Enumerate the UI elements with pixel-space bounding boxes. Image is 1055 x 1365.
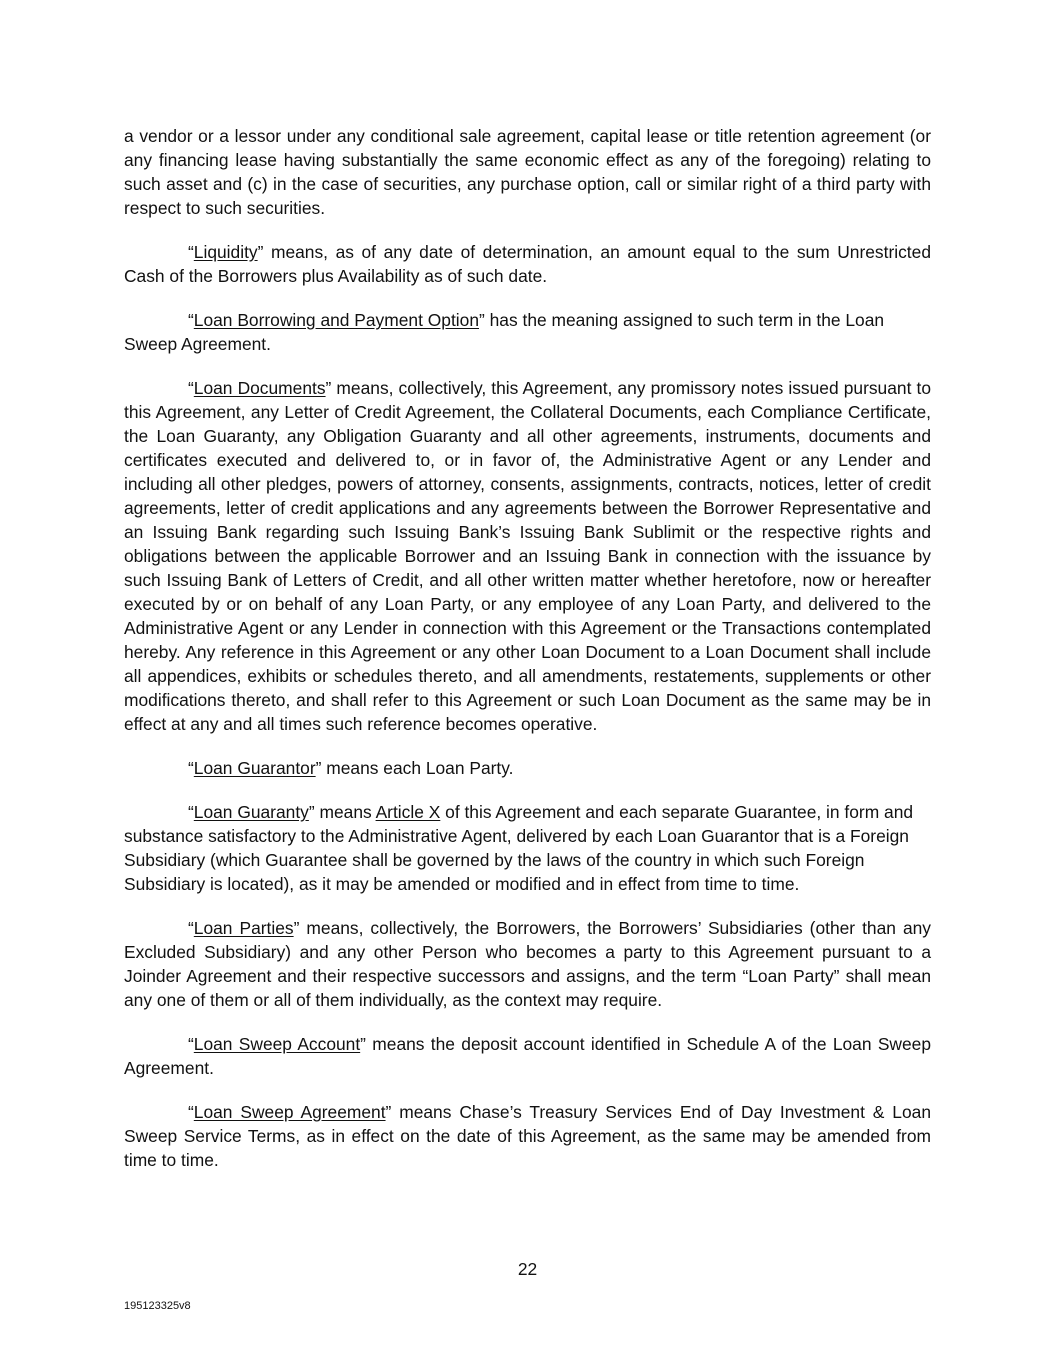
continuation-paragraph: a vendor or a lessor under any conditional sale agreement, capital lease or title retention agreement (or any financing lease having substantially the same economic effect as any of the foregoing) relating to such asset and (c) in the case of securities, any purchase option, call or similar right of a third party with respect to such securities. bbox=[124, 126, 931, 218]
definition-text: means, as of any date of determination, an amount equal to the sum Unrestricted Cash of the Borrowers plus Availability as of such date. bbox=[124, 242, 931, 286]
open-quote: “ bbox=[188, 758, 194, 778]
open-quote: “ bbox=[188, 378, 194, 398]
definition-loan-parties bbox=[124, 916, 931, 1012]
definition-text-before-reference: means bbox=[314, 802, 376, 822]
definition-text: has the meaning assigned to such term in the Loan Sweep Agreement. bbox=[124, 310, 885, 354]
defined-term: Loan Parties bbox=[193, 918, 294, 938]
open-quote: “ bbox=[188, 310, 194, 330]
close-quote: ” bbox=[257, 242, 264, 262]
close-quote: ” bbox=[385, 1102, 392, 1122]
close-quote: ” bbox=[308, 802, 315, 822]
definition-text: means Chase’s Treasury Services End of Day Investment & Loan Sweep Service Terms, as in effect on the date of this Agreement, as the same may be amended from time to time. bbox=[124, 1102, 931, 1170]
open-quote: “ bbox=[188, 802, 194, 822]
defined-term: Loan Guaranty bbox=[193, 802, 309, 822]
close-quote: ” bbox=[293, 918, 300, 938]
close-quote: ” bbox=[360, 1034, 366, 1054]
open-quote: “ bbox=[188, 1102, 194, 1122]
definition-loan-guarantor bbox=[124, 756, 931, 780]
defined-term: Loan Documents bbox=[193, 378, 326, 398]
document-id: 195123325v8 bbox=[124, 1300, 191, 1312]
definition-loan-sweep-agreement bbox=[124, 1100, 931, 1172]
defined-term: Loan Borrowing and Payment Option bbox=[193, 310, 479, 330]
open-quote: “ bbox=[188, 1034, 194, 1054]
definition-loan-guaranty bbox=[124, 800, 931, 896]
definition-text: of this Agreement and each separate Guarantee, in form and substance satisfactory to the Administrative Agent, delivered by each Loan Guarantor that is a Foreign Subsidiary (which Guarantee shall be governed by the laws of the country in which such Foreign Subsidiary is located), as it may be amended or modified and in effect from time to time. bbox=[124, 802, 914, 894]
definition-text: means, collectively, this Agreement, any promissory notes issued pursuant to this Agreement, any Letter of Credit Agreement, the Collateral Documents, each Compliance Certificate, the Loan Guaranty, any Obligation Guaranty and all other agreements, instruments, documents and certificates executed and delivered to, or in favor of, the Administrative Agent or any Lender and including all other pledges, powers of attorney, consents, assignments, contracts, notices, letter of credit agreements, letter of credit applications and any agreements between the Borrower Representative and an Issuing Bank regarding such Issuing Bank’s Issuing Bank Sublimit or the respective rights and obligations between the applicable Borrower and an Issuing Bank in connection with the issuance by such Issuing Bank of Letters of Credit, and all other written matter whether heretofore, now or hereafter executed by or on behalf of any Loan Party, or any employee of any Loan Party, and delivered to the Administrative Agent or any Lender in connection with this Agreement or the Transactions contemplated hereby. Any reference in this Agreement or any other Loan Document to a Loan Document shall include all appendices, exhibits or schedules thereto, and all amendments, restatements, supplements or other modifications thereto, and shall refer to this Agreement or such Loan Document as the same may be in effect at any and all times such reference becomes operative. bbox=[124, 378, 931, 734]
article-reference: Article X bbox=[375, 802, 441, 822]
open-quote: “ bbox=[188, 918, 194, 938]
definition-text: means the deposit account identified in Schedule A of the Loan Sweep Agreement. bbox=[124, 1034, 931, 1078]
document-body bbox=[124, 124, 931, 1192]
definition-text: means each Loan Party. bbox=[321, 758, 514, 778]
definition-loan-sweep-account bbox=[124, 1032, 931, 1080]
definition-text: means, collectively, the Borrowers, the Borrowers’ Subsidiaries (other than any Excluded Subsidiary) and any other Person who becomes a party to this Agreement pursuant to a Joinder Agreement and their respective successors and assigns, and the term “Loan Party” shall mean any one of them or all of them individually, as the context may require. bbox=[124, 918, 931, 1010]
close-quote: ” bbox=[325, 378, 332, 398]
defined-term: Loan Sweep Account bbox=[193, 1034, 361, 1054]
definition-liquidity bbox=[124, 240, 931, 288]
page-number: 22 bbox=[517, 1259, 538, 1279]
definition-loan-borrowing-and-payment-option bbox=[124, 308, 931, 356]
close-quote: ” bbox=[479, 310, 485, 330]
open-quote: “ bbox=[188, 242, 194, 262]
defined-term: Liquidity bbox=[193, 242, 258, 262]
definition-loan-documents bbox=[124, 376, 931, 736]
close-quote: ” bbox=[315, 758, 322, 778]
defined-term: Loan Guarantor bbox=[193, 758, 316, 778]
defined-term: Loan Sweep Agreement bbox=[193, 1102, 386, 1122]
